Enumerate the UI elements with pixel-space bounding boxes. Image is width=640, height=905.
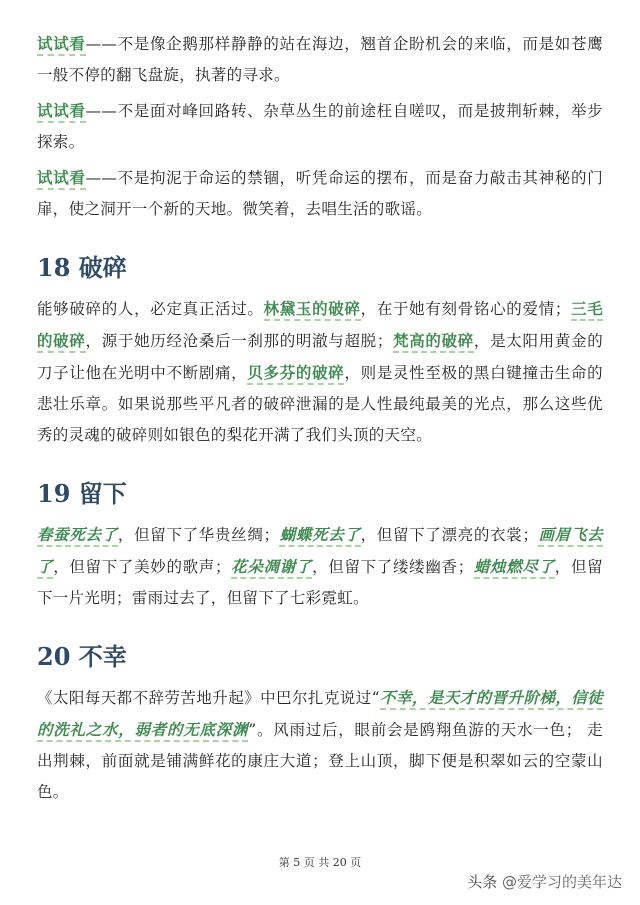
highlight-phrase: 花朵凋谢了 — [231, 557, 312, 579]
highlight-phrase: 梵高的破碎 — [393, 331, 474, 353]
section-heading: 18 破碎 — [37, 253, 127, 282]
section-19-heading-wrap — [37, 479, 603, 509]
watermark — [467, 871, 622, 892]
watermark-prefix: 头条 — [467, 873, 498, 891]
section-heading: 19 留下 — [37, 479, 127, 508]
document-page — [37, 28, 603, 812]
section-heading: 20 不幸 — [37, 642, 127, 671]
paragraph-text: ，是太阳用黄金的刀子让他在光明中不断剧痛， — [37, 332, 603, 382]
try-paragraph-1 — [37, 28, 603, 91]
paragraph-text: ，但留下了华贵丝绸； — [117, 526, 280, 544]
paragraph-text: 能够破碎的人，必定真正活过。 — [37, 300, 264, 318]
paragraph-text: ，但留下了美妙的歌声； — [53, 558, 231, 576]
paragraph-text: ”。风雨过后，眼前会是鸥翔鱼游的天水一色； 走出荆棘，前面就是铺满鲜花的康庄大道；登上山顶，脚下便是积翠如云的空蒙山色。 — [37, 721, 603, 801]
section-19-paragraph — [37, 519, 603, 614]
highlight-phrase: 蝴蝶死去了 — [279, 525, 360, 547]
paragraph-text: ，在于她有刻骨铭心的爱情； — [360, 300, 571, 318]
paragraph-text: ，但留下一片光明；雷雨过去了，但留下了七彩霓虹。 — [37, 558, 603, 607]
paragraph-text: ——不是面对峰回路转、杂草丛生的前途枉自嗟叹，而是披荆斩棘，举步探索。 — [37, 102, 603, 151]
paragraph-text: ——不是像企鹅那样静静的站在海边，翘首企盼机会的来临，而是如苍鹰一般不停的翻飞盘旋，执著的寻求。 — [37, 35, 603, 84]
highlight-phrase: 三毛的破碎 — [37, 299, 603, 353]
section-20-heading-wrap — [37, 642, 603, 672]
paragraph-text: 《太阳每天都不辞劳苦地升起》中巴尔扎克说过“ — [37, 689, 380, 707]
highlight-phrase: 试试看 — [37, 101, 86, 123]
highlight-phrase: 试试看 — [37, 34, 86, 56]
highlight-phrase: 春蚕死去了 — [37, 525, 118, 547]
highlight-phrase: 林黛玉的破碎 — [264, 299, 361, 321]
section-18-paragraph — [37, 293, 603, 451]
watermark-handle: @爱学习的美年达 — [501, 873, 622, 891]
section-18-heading-wrap — [37, 253, 603, 283]
try-paragraph-3 — [37, 162, 603, 225]
highlight-phrase: 蜡烛燃尽了 — [474, 557, 555, 579]
highlight-phrase: 画眉飞去了 — [37, 525, 603, 579]
paragraph-text: ，则是灵性至极的黑白键撞击生命的悲壮乐章。如果说那些平凡者的破碎泄漏的是人性最纯最美的光点，那么这些优秀的灵魂的破碎则如银色的梨花开满了我们头顶的天空。 — [37, 364, 603, 444]
try-paragraph-2 — [37, 95, 603, 158]
paragraph-text: ——不是拘泥于命运的禁锢，听凭命运的摆布，而是奋力敲击其神秘的门扉，使之洞开一个新的天地。微笑着，去唱生活的歌谣。 — [37, 169, 603, 218]
page-number: 第 5 页 共 20 页 — [278, 856, 362, 869]
paragraph-text: ，但留下了缕缕幽香； — [312, 558, 474, 576]
paragraph-text: ，但留下了漂亮的衣裳； — [360, 526, 539, 544]
paragraph-text: ，源于她历经沧桑后一刹那的明澈与超脱； — [85, 332, 393, 350]
highlight-quote: 不幸，是天才的晋升阶梯，信徒的洗礼之水，弱者的无底深渊 — [37, 688, 603, 742]
highlight-phrase: 贝多芬的破碎 — [247, 363, 344, 385]
section-20-paragraph — [37, 682, 603, 808]
highlight-phrase: 试试看 — [37, 168, 86, 190]
